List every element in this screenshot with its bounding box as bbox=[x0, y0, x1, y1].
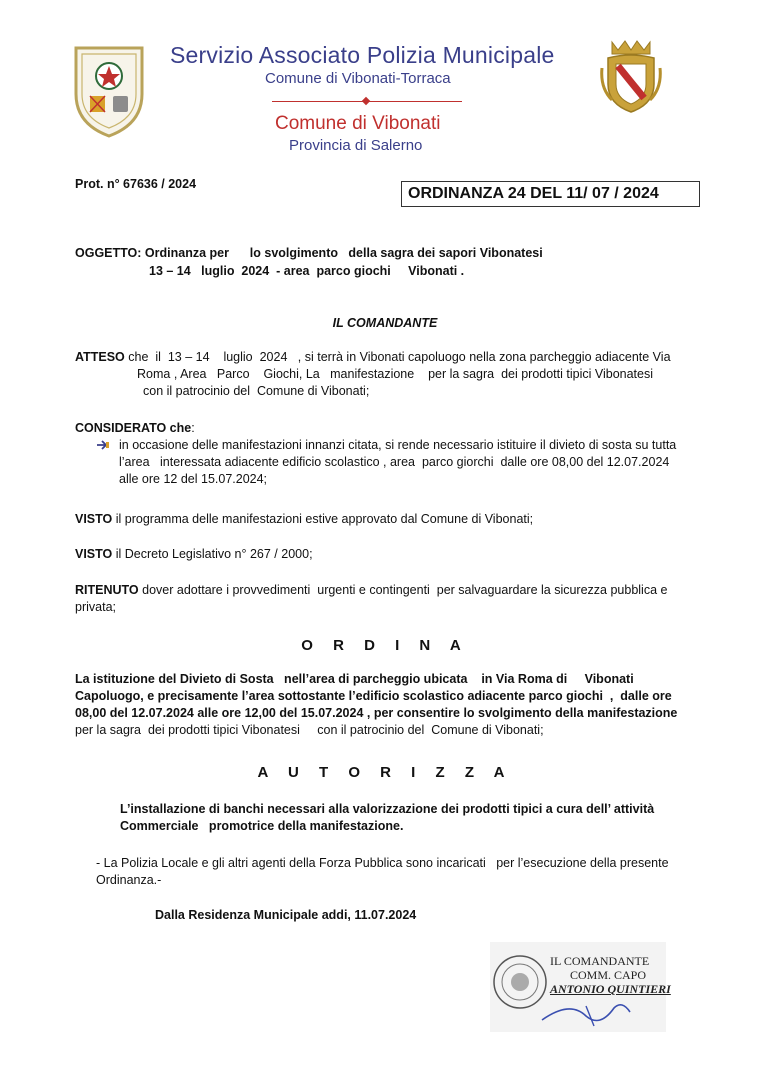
ritenuto-line-1: dover adottare i provvedimenti urgenti e contingenti per salvaguardare la sicurezza pubblica e bbox=[138, 583, 668, 597]
oggetto-line-1: OGGETTO: Ordinanza per lo svolgimento della sagra dei sapori Vibonatesi bbox=[75, 246, 543, 260]
polizia-note-line-2: Ordinanza.- bbox=[96, 873, 162, 887]
considerato-label: CONSIDERATO che bbox=[75, 421, 192, 435]
header-provincia: Provincia di Salerno bbox=[289, 137, 423, 154]
ordina-section bbox=[75, 671, 700, 739]
atteso-section bbox=[75, 349, 700, 400]
stamp-text bbox=[550, 954, 671, 996]
ordina-line-2: Capoluogo, e precisamente l’area sottostante l’edificio scolastico adiacente parco giochi , dalle ore bbox=[75, 689, 672, 703]
ordina-line-4: per la sagra dei prodotti tipici Vibonatesi con il patrocinio del Comune di Vibonati; bbox=[75, 723, 544, 737]
crest-icon bbox=[598, 38, 664, 116]
stamp-line-3: ANTONIO QUINTIERI bbox=[550, 982, 671, 996]
autorizza-line-2: Commerciale promotrice della manifestazione. bbox=[120, 819, 404, 833]
considerato-colon: : bbox=[191, 421, 195, 435]
ritenuto-label: RITENUTO bbox=[75, 583, 139, 597]
comandante-heading: IL COMANDANTE bbox=[332, 316, 438, 330]
atteso-line-2: Roma , Area Parco Giochi, La manifestazione per la sagra dei prodotti tipici Vibonatesi bbox=[137, 367, 654, 381]
considerato-line-3: alle ore 12 del 15.07.2024; bbox=[119, 472, 268, 486]
header-comune: Comune di Vibonati bbox=[275, 113, 441, 134]
header-subtitle: Comune di Vibonati-Torraca bbox=[265, 70, 451, 87]
autorizza-line-1: L’installazione di banchi necessari alla valorizzazione dei prodotti tipici a cura dell’ attività bbox=[120, 802, 655, 816]
autorizza-heading: A U T O R I Z Z A bbox=[257, 764, 513, 781]
protocol-number: Prot. n° 67636 / 2024 bbox=[75, 177, 197, 191]
visto-label-2: VISTO bbox=[75, 547, 113, 561]
ordina-line-1: La istituzione del Divieto di Sosta nell’area di parcheggio ubicata in Via Roma di Vibonati bbox=[75, 672, 634, 686]
ordina-heading: O R D I N A bbox=[301, 637, 469, 654]
considerato-line-2: l’area interessata adiacente edificio scolastico , area parco giorchi dalle ore 08,00 del 12.07.2024 bbox=[119, 455, 670, 469]
visto-label-1: VISTO bbox=[75, 512, 113, 526]
polizia-municipale-seal bbox=[68, 42, 150, 138]
atteso-label: ATTESO bbox=[75, 350, 125, 364]
stamp-line-2: COMM. CAPO bbox=[570, 968, 647, 982]
visto-programma bbox=[75, 511, 700, 528]
ordina-line-3: 08,00 del 12.07.2024 alle ore 12,00 del 15.07.2024 , per consentire lo svolgimento della manifestazione bbox=[75, 706, 678, 720]
arrow-bullet-icon bbox=[97, 440, 109, 450]
header-divider-dot bbox=[362, 97, 370, 105]
autorizza-section bbox=[120, 801, 700, 835]
oggetto-line-2: 13 – 14 luglio 2024 - area parco giochi Vibonati . bbox=[149, 264, 465, 278]
stamp-line-1: IL COMANDANTE bbox=[550, 954, 650, 968]
residenza-date: Dalla Residenza Municipale addi, 11.07.2024 bbox=[155, 908, 417, 922]
ritenuto-line-2: privata; bbox=[75, 600, 116, 614]
considerato-bullet bbox=[97, 437, 700, 488]
seal-icon bbox=[68, 42, 150, 138]
ordinance-title-box: ORDINANZA 24 DEL 11/ 07 / 2024 bbox=[401, 181, 700, 207]
considerato-section bbox=[75, 420, 700, 488]
oggetto-section bbox=[75, 244, 543, 280]
considerato-line-1: in occasione delle manifestazioni innanzi citata, si rende necessario istituire il divieto di sosta su tutta bbox=[119, 438, 677, 452]
ritenuto-section bbox=[75, 582, 700, 616]
polizia-note bbox=[96, 855, 700, 889]
visto-text-1: il programma delle manifestazioni estive approvato dal Comune di Vibonati; bbox=[112, 512, 534, 526]
atteso-line-1: che il 13 – 14 luglio 2024 , si terrà in Vibonati capoluogo nella zona parcheggio adiacente Via bbox=[124, 350, 671, 364]
polizia-note-line-1: - La Polizia Locale e gli altri agenti della Forza Pubblica sono incaricati per l’esecuzione della presente bbox=[96, 856, 669, 870]
comune-crest bbox=[598, 38, 664, 116]
visto-text-2: il Decreto Legislativo n° 267 / 2000; bbox=[112, 547, 313, 561]
header-title: Servizio Associato Polizia Municipale bbox=[170, 42, 555, 68]
visto-decreto bbox=[75, 546, 700, 563]
atteso-line-3: con il patrocinio del Comune di Vibonati; bbox=[143, 384, 370, 398]
